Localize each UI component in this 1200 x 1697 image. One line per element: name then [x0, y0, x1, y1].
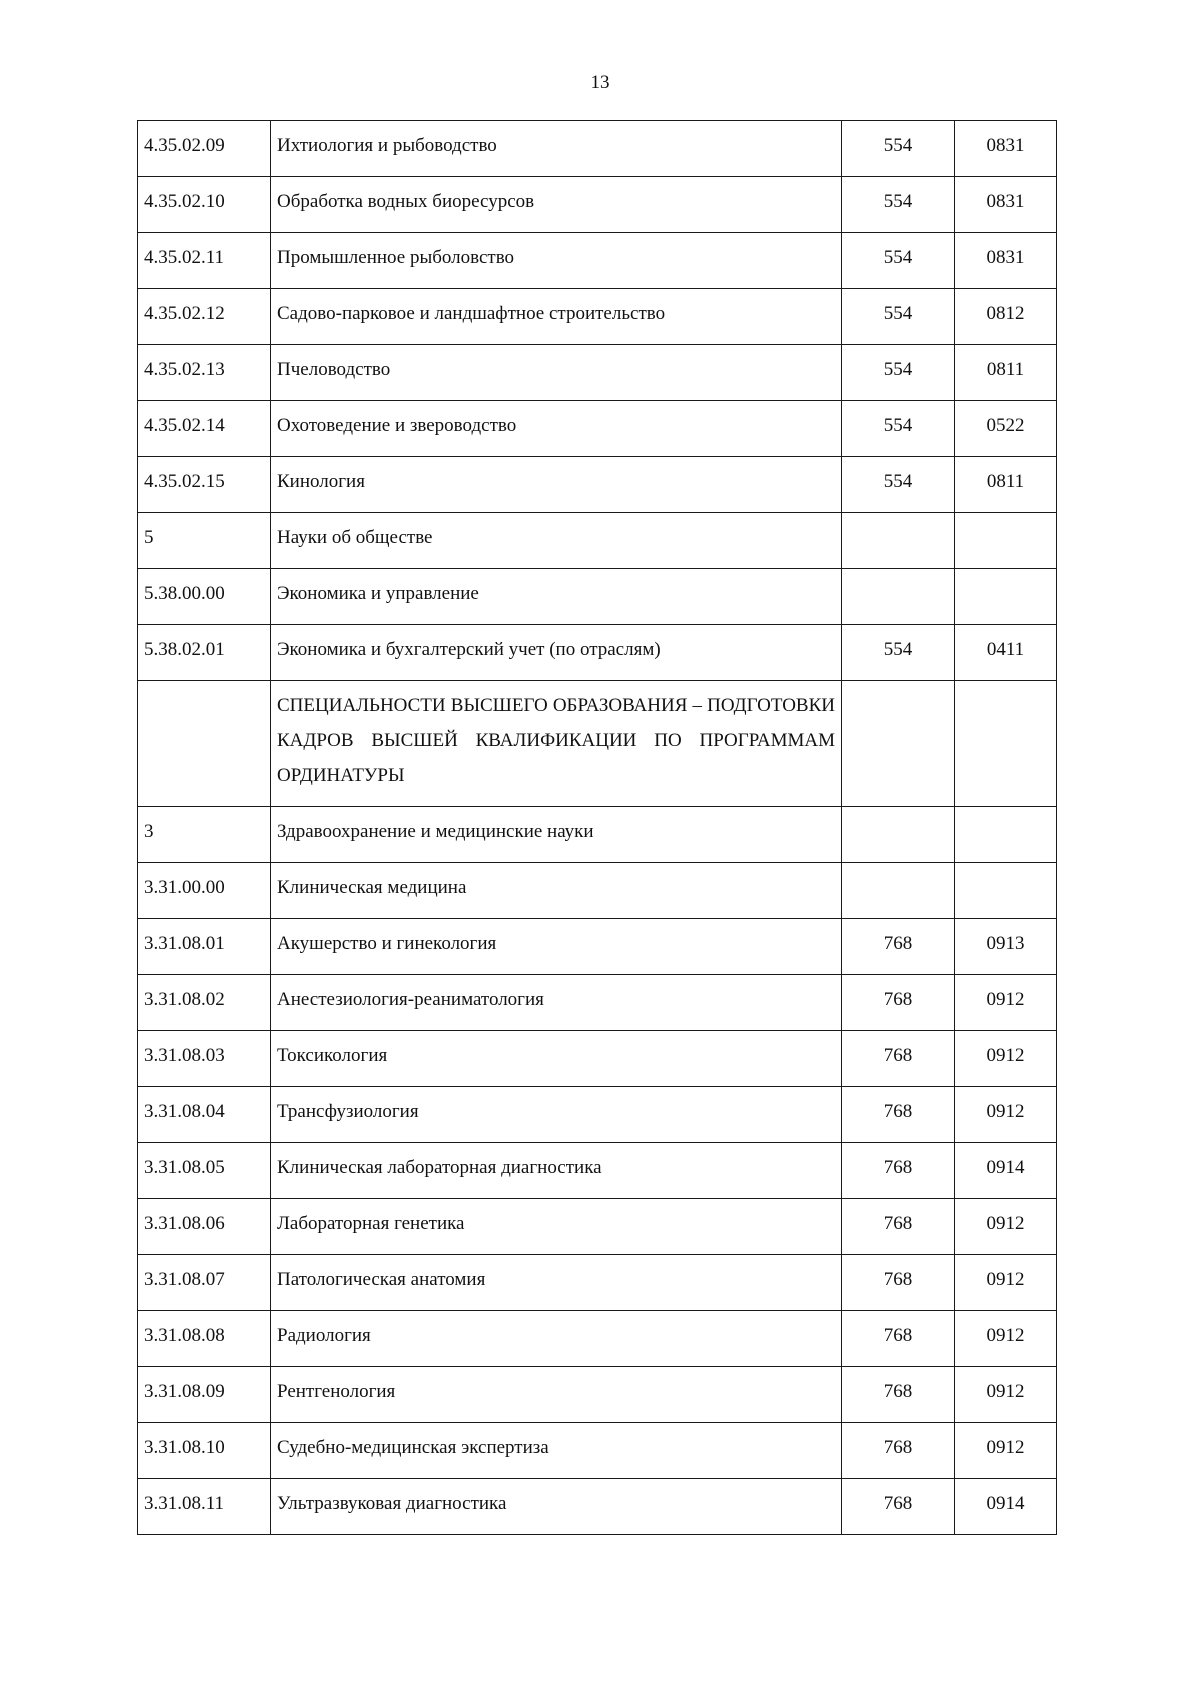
code2-cell [955, 863, 1057, 919]
name-cell: Ихтиология и рыбоводство [271, 121, 842, 177]
table-body [138, 121, 1057, 1535]
code2-cell: 0811 [955, 345, 1057, 401]
specialties-table [137, 120, 1057, 1535]
number-cell: 554 [842, 401, 955, 457]
code2-cell: 0912 [955, 1367, 1057, 1423]
code2-cell: 0912 [955, 1199, 1057, 1255]
number-cell: 554 [842, 457, 955, 513]
table-row [138, 807, 1057, 863]
code-cell: 4.35.02.12 [138, 289, 271, 345]
number-cell: 768 [842, 1423, 955, 1479]
code2-cell: 0914 [955, 1479, 1057, 1535]
section-heading-row [138, 681, 1057, 807]
code2-cell [955, 513, 1057, 569]
table-row [138, 919, 1057, 975]
number-cell: 554 [842, 177, 955, 233]
code-cell: 3.31.08.09 [138, 1367, 271, 1423]
code-cell: 5.38.02.01 [138, 625, 271, 681]
table-row [138, 1199, 1057, 1255]
name-cell: Садово-парковое и ландшафтное строительство [271, 289, 842, 345]
table-row [138, 863, 1057, 919]
number-cell: 768 [842, 1311, 955, 1367]
section-heading: СПЕЦИАЛЬНОСТИ ВЫСШЕГО ОБРАЗОВАНИЯ – ПОДГОТОВКИ КАДРОВ ВЫСШЕЙ КВАЛИФИКАЦИИ ПО ПРОГРАММАМ ОРДИНАТУРЫ [271, 681, 842, 807]
name-cell: Акушерство и гинекология [271, 919, 842, 975]
code-cell: 3.31.08.10 [138, 1423, 271, 1479]
name-cell: Анестезиология-реаниматология [271, 975, 842, 1031]
table-row [138, 569, 1057, 625]
code2-cell: 0912 [955, 975, 1057, 1031]
code2-cell: 0914 [955, 1143, 1057, 1199]
number-cell: 768 [842, 1143, 955, 1199]
number-cell: 768 [842, 1367, 955, 1423]
page-number: 13 [590, 72, 610, 93]
table-row [138, 177, 1057, 233]
table-row [138, 1367, 1057, 1423]
code2-cell: 0812 [955, 289, 1057, 345]
code2-cell: 0912 [955, 1311, 1057, 1367]
table-row [138, 233, 1057, 289]
number-cell: 554 [842, 233, 955, 289]
code2-cell: 0912 [955, 1031, 1057, 1087]
code2-cell: 0831 [955, 121, 1057, 177]
table-row [138, 1479, 1057, 1535]
number-cell: 768 [842, 919, 955, 975]
code-cell: 5 [138, 513, 271, 569]
name-cell: Охотоведение и звероводство [271, 401, 842, 457]
name-cell: Судебно-медицинская экспертиза [271, 1423, 842, 1479]
name-cell: Промышленное рыболовство [271, 233, 842, 289]
code2-cell: 0912 [955, 1423, 1057, 1479]
code-cell: 4.35.02.14 [138, 401, 271, 457]
number-cell [842, 569, 955, 625]
code-cell: 4.35.02.13 [138, 345, 271, 401]
name-cell: Обработка водных биоресурсов [271, 177, 842, 233]
number-cell: 554 [842, 289, 955, 345]
table-row [138, 1311, 1057, 1367]
name-cell: Пчеловодство [271, 345, 842, 401]
code2-cell: 0831 [955, 177, 1057, 233]
table-row [138, 1255, 1057, 1311]
code-cell: 4.35.02.11 [138, 233, 271, 289]
code2-cell: 0912 [955, 1087, 1057, 1143]
number-cell: 554 [842, 625, 955, 681]
table-row [138, 1087, 1057, 1143]
number-cell [842, 807, 955, 863]
name-cell: Рентгенология [271, 1367, 842, 1423]
code-cell: 5.38.00.00 [138, 569, 271, 625]
name-cell: Лабораторная генетика [271, 1199, 842, 1255]
table-row [138, 457, 1057, 513]
name-cell: Радиология [271, 1311, 842, 1367]
name-cell: Токсикология [271, 1031, 842, 1087]
code2-cell [955, 807, 1057, 863]
code-cell: 3.31.08.01 [138, 919, 271, 975]
code2-cell: 0912 [955, 1255, 1057, 1311]
code-cell: 3.31.08.11 [138, 1479, 271, 1535]
code-cell: 4.35.02.09 [138, 121, 271, 177]
code-cell: 3.31.08.02 [138, 975, 271, 1031]
name-cell: Экономика и бухгалтерский учет (по отраслям) [271, 625, 842, 681]
code-cell: 3.31.08.06 [138, 1199, 271, 1255]
table-row [138, 975, 1057, 1031]
number-cell: 768 [842, 1255, 955, 1311]
number-cell [842, 513, 955, 569]
table-row [138, 289, 1057, 345]
name-cell: Патологическая анатомия [271, 1255, 842, 1311]
number-cell: 768 [842, 1031, 955, 1087]
code-cell [138, 681, 271, 807]
table-row [138, 1031, 1057, 1087]
table-row [138, 401, 1057, 457]
name-cell: Ультразвуковая диагностика [271, 1479, 842, 1535]
code-cell: 4.35.02.10 [138, 177, 271, 233]
code-cell: 3.31.08.03 [138, 1031, 271, 1087]
table-row [138, 121, 1057, 177]
code2-cell: 0913 [955, 919, 1057, 975]
code2-cell: 0411 [955, 625, 1057, 681]
name-cell: Науки об обществе [271, 513, 842, 569]
number-cell: 768 [842, 1199, 955, 1255]
code-cell: 3.31.08.04 [138, 1087, 271, 1143]
name-cell: Кинология [271, 457, 842, 513]
code2-cell: 0811 [955, 457, 1057, 513]
name-cell: Клиническая лабораторная диагностика [271, 1143, 842, 1199]
name-cell: Трансфузиология [271, 1087, 842, 1143]
code2-cell [955, 681, 1057, 807]
number-cell: 768 [842, 975, 955, 1031]
code-cell: 3.31.08.08 [138, 1311, 271, 1367]
table-row [138, 513, 1057, 569]
number-cell: 554 [842, 121, 955, 177]
code2-cell: 0522 [955, 401, 1057, 457]
number-cell: 768 [842, 1479, 955, 1535]
code-cell: 3.31.00.00 [138, 863, 271, 919]
number-cell: 768 [842, 1087, 955, 1143]
table-row [138, 625, 1057, 681]
number-cell [842, 681, 955, 807]
number-cell: 554 [842, 345, 955, 401]
code2-cell [955, 569, 1057, 625]
name-cell: Здравоохранение и медицинские науки [271, 807, 842, 863]
table-row [138, 1423, 1057, 1479]
name-cell: Экономика и управление [271, 569, 842, 625]
code-cell: 3.31.08.05 [138, 1143, 271, 1199]
code-cell: 3 [138, 807, 271, 863]
code2-cell: 0831 [955, 233, 1057, 289]
number-cell [842, 863, 955, 919]
name-cell: Клиническая медицина [271, 863, 842, 919]
table-row [138, 1143, 1057, 1199]
table-row [138, 345, 1057, 401]
code-cell: 3.31.08.07 [138, 1255, 271, 1311]
code-cell: 4.35.02.15 [138, 457, 271, 513]
